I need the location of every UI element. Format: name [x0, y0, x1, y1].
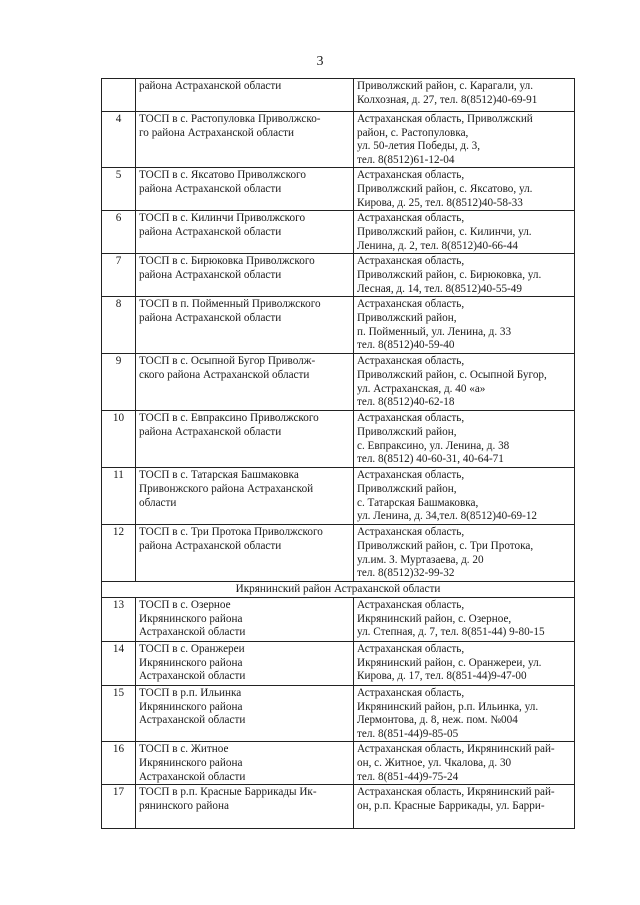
office-address: [354, 641, 575, 685]
office-address: [354, 254, 575, 297]
address-line: Колхозная, д. 27, тел. 8(8512)40-69-91: [357, 93, 538, 106]
office-name-line: Астраханской области: [139, 770, 246, 783]
address-line: Приволжский район, с. Яксатово, ул.: [357, 182, 533, 195]
address-line: Приволжский район,: [357, 425, 457, 438]
office-name: [136, 597, 354, 641]
office-name-line: Икрянинского района: [139, 656, 243, 669]
office-name-line: ТОСП в с. Три Протока Приволжского: [139, 526, 323, 539]
office-address: [354, 597, 575, 641]
office-name-line: ТОСП в с. Озерное: [139, 598, 231, 611]
office-name-line: ТОСП в с. Житное: [139, 743, 229, 756]
address-line: тел. 8(8512)32-99-32: [357, 567, 455, 580]
office-name-line: Астраханской области: [139, 714, 246, 727]
office-name-line: района Астраханской области: [139, 225, 282, 238]
office-name-line: го района Астраханской области: [139, 126, 294, 139]
address-line: Икрянинский район, с. Оранжереи, ул.: [357, 656, 542, 669]
address-line: Ленина, д. 2, тел. 8(8512)40-66-44: [357, 239, 518, 252]
row-number: 14: [102, 641, 136, 685]
address-line: ул. Ленина, д. 34,тел. 8(8512)40-69-12: [357, 510, 538, 523]
office-name-line: ТОСП в с. Бирюковка Приволжского: [139, 255, 315, 268]
office-name: [136, 641, 354, 685]
row-number: [102, 79, 136, 112]
address-line: тел. 8(851-44)9-75-24: [357, 770, 459, 783]
office-address: [354, 79, 575, 112]
office-name-line: ТОСП в с. Оранжереи: [139, 642, 245, 655]
office-name-line: ТОСП в п. Пойменный Приволжского: [139, 298, 321, 311]
office-name-line: области: [139, 496, 177, 509]
office-name-line: ТОСП в с. Растопуловка Приволжско-: [139, 113, 321, 125]
office-address: [354, 411, 575, 468]
office-name-line: Астраханской области: [139, 670, 246, 683]
office-name-line: района Астраханской области: [139, 80, 282, 92]
office-name-line: Привонжского района Астраханской: [139, 482, 314, 495]
office-name-line: района Астраханской области: [139, 182, 282, 195]
row-number: 16: [102, 742, 136, 785]
table-row: [102, 411, 575, 468]
address-line: ул. Степная, д. 7, тел. 8(851-44) 9-80-15: [357, 626, 545, 639]
office-name: [136, 297, 354, 354]
address-line: Кирова, д. 17, тел. 8(851-44)9-47-00: [357, 670, 527, 683]
office-name-line: ТОСП в с. Евпраксино Приволжского: [139, 412, 319, 425]
registry-table: [101, 78, 575, 829]
row-number: 5: [102, 168, 136, 211]
section-title: Икрянинский район Астраханской области: [102, 582, 575, 598]
office-address: [354, 468, 575, 525]
table-row: [102, 211, 575, 254]
address-line: тел. 8(8512)40-59-40: [357, 339, 455, 352]
office-name: [136, 112, 354, 168]
table-row: [102, 525, 575, 582]
address-line: Приволжский район, с. Осыпной Бугор,: [357, 368, 547, 381]
address-line: Астраханская область,: [357, 598, 465, 611]
table-row: [102, 597, 575, 641]
address-line: Приволжский район, с. Три Протока,: [357, 539, 534, 552]
address-line: Астраханская область, Икрянинский рай-: [357, 743, 555, 756]
address-line: Астраханская область, Приволжский: [357, 113, 533, 125]
section-header-row: [102, 582, 575, 598]
address-line: Астраханская область,: [357, 212, 465, 225]
office-name: [136, 525, 354, 582]
office-address: [354, 112, 575, 168]
office-address: [354, 168, 575, 211]
table-row: [102, 168, 575, 211]
address-line: тел. 8(8512) 40-60-31, 40-64-71: [357, 453, 504, 466]
address-line: Приволжский район,: [357, 311, 457, 324]
office-name: [136, 254, 354, 297]
office-name: [136, 79, 354, 112]
office-name-line: района Астраханской области: [139, 425, 282, 438]
address-line: Икрянинский район, с. Озерное,: [357, 612, 512, 625]
office-name-line: ТОСП в р.п. Красные Баррикады Ик-: [139, 786, 317, 799]
office-address: [354, 785, 575, 829]
office-name: [136, 411, 354, 468]
office-address: [354, 685, 575, 741]
table-row: [102, 354, 575, 411]
office-name: [136, 354, 354, 411]
row-number: 12: [102, 525, 136, 582]
row-number: 13: [102, 597, 136, 641]
table-row: [102, 79, 575, 112]
office-name-line: рянинского района: [139, 799, 229, 812]
address-line: он, с. Житное, ул. Чкалова, д. 30: [357, 756, 512, 769]
address-line: Астраханская область,: [357, 169, 465, 182]
row-number: 17: [102, 785, 136, 829]
address-line: Астраханская область,: [357, 686, 465, 699]
address-line: Приволжский район, с. Килинчи, ул.: [357, 225, 532, 238]
table-row: [102, 297, 575, 354]
office-name: [136, 211, 354, 254]
table-row: [102, 254, 575, 297]
address-line: тел. 8(851-44)9-85-05: [357, 727, 459, 740]
address-line: Астраханская область,: [357, 298, 465, 311]
office-name-line: ТОСП в с. Осыпной Бугор Приволж-: [139, 355, 316, 368]
address-line: ул. Астраханская, д. 40 «а»: [357, 382, 486, 395]
address-line: Лесная, д. 14, тел. 8(8512)40-55-49: [357, 282, 522, 295]
address-line: Астраханская область, Икрянинский рай-: [357, 786, 555, 799]
address-line: Астраханская область,: [357, 355, 465, 368]
address-line: Астраханская область,: [357, 526, 465, 539]
address-line: он, р.п. Красные Баррикады, ул. Барри-: [357, 799, 545, 812]
address-line: Лермонтова, д. 8, неж. пом. №004: [357, 714, 518, 727]
table-row: [102, 468, 575, 525]
address-line: ул.им. З. Муртазаева, д. 20: [357, 553, 484, 566]
office-address: [354, 297, 575, 354]
office-name-line: Астраханской области: [139, 626, 246, 639]
address-line: с. Татарская Башмаковка,: [357, 496, 479, 509]
office-address: [354, 211, 575, 254]
address-line: Икрянинский район, р.п. Ильинка, ул.: [357, 700, 539, 713]
office-name: [136, 468, 354, 525]
office-name: [136, 685, 354, 741]
table-row: [102, 742, 575, 785]
table-row: [102, 641, 575, 685]
row-number: 10: [102, 411, 136, 468]
address-line: Кирова, д. 25, тел. 8(8512)40-58-33: [357, 196, 523, 209]
row-number: 7: [102, 254, 136, 297]
address-line: Приволжский район, с. Бирюковка, ул.: [357, 268, 542, 281]
row-number: 15: [102, 685, 136, 741]
address-line: ул. 50-летия Победы, д. 3,: [357, 140, 481, 153]
address-line: п. Пойменный, ул. Ленина, д. 33: [357, 325, 512, 338]
address-line: Приволжский район,: [357, 482, 457, 495]
address-line: Астраханская область,: [357, 469, 465, 482]
office-name-line: района Астраханской области: [139, 539, 282, 552]
office-name-line: ТОСП в с. Килинчи Приволжского: [139, 212, 306, 225]
office-address: [354, 525, 575, 582]
office-name-line: ТОСП в с. Яксатово Приволжского: [139, 169, 306, 182]
address-line: Астраханская область,: [357, 412, 465, 425]
page-number: 3: [316, 54, 324, 69]
office-name-line: Икрянинского района: [139, 700, 243, 713]
office-name-line: района Астраханской области: [139, 268, 282, 281]
office-name-line: Икрянинского района: [139, 756, 243, 769]
office-name-line: района Астраханской области: [139, 311, 282, 324]
office-address: [354, 354, 575, 411]
table-row: [102, 112, 575, 168]
table-row: [102, 685, 575, 741]
address-line: с. Евпраксино, ул. Ленина, д. 38: [357, 439, 510, 452]
office-name-line: ского района Астраханской области: [139, 368, 310, 381]
row-number: 11: [102, 468, 136, 525]
office-name: [136, 168, 354, 211]
table-row: [102, 785, 575, 829]
office-name: [136, 785, 354, 829]
address-line: тел. 8(8512)61-12-04: [357, 153, 455, 166]
office-name-line: Икрянинского района: [139, 612, 243, 625]
row-number: 8: [102, 297, 136, 354]
row-number: 9: [102, 354, 136, 411]
address-line: Астраханская область,: [357, 255, 465, 268]
office-name: [136, 742, 354, 785]
row-number: 4: [102, 112, 136, 168]
address-line: тел. 8(8512)40-62-18: [357, 396, 455, 409]
office-name-line: ТОСП в с. Татарская Башмаковка: [139, 469, 299, 482]
office-name-line: ТОСП в р.п. Ильинка: [139, 686, 242, 699]
address-line: Приволжский район, с. Карагали, ул.: [357, 80, 534, 92]
office-address: [354, 742, 575, 785]
address-line: Астраханская область,: [357, 642, 465, 655]
address-line: район, с. Растопуловка,: [357, 126, 469, 139]
row-number: 6: [102, 211, 136, 254]
